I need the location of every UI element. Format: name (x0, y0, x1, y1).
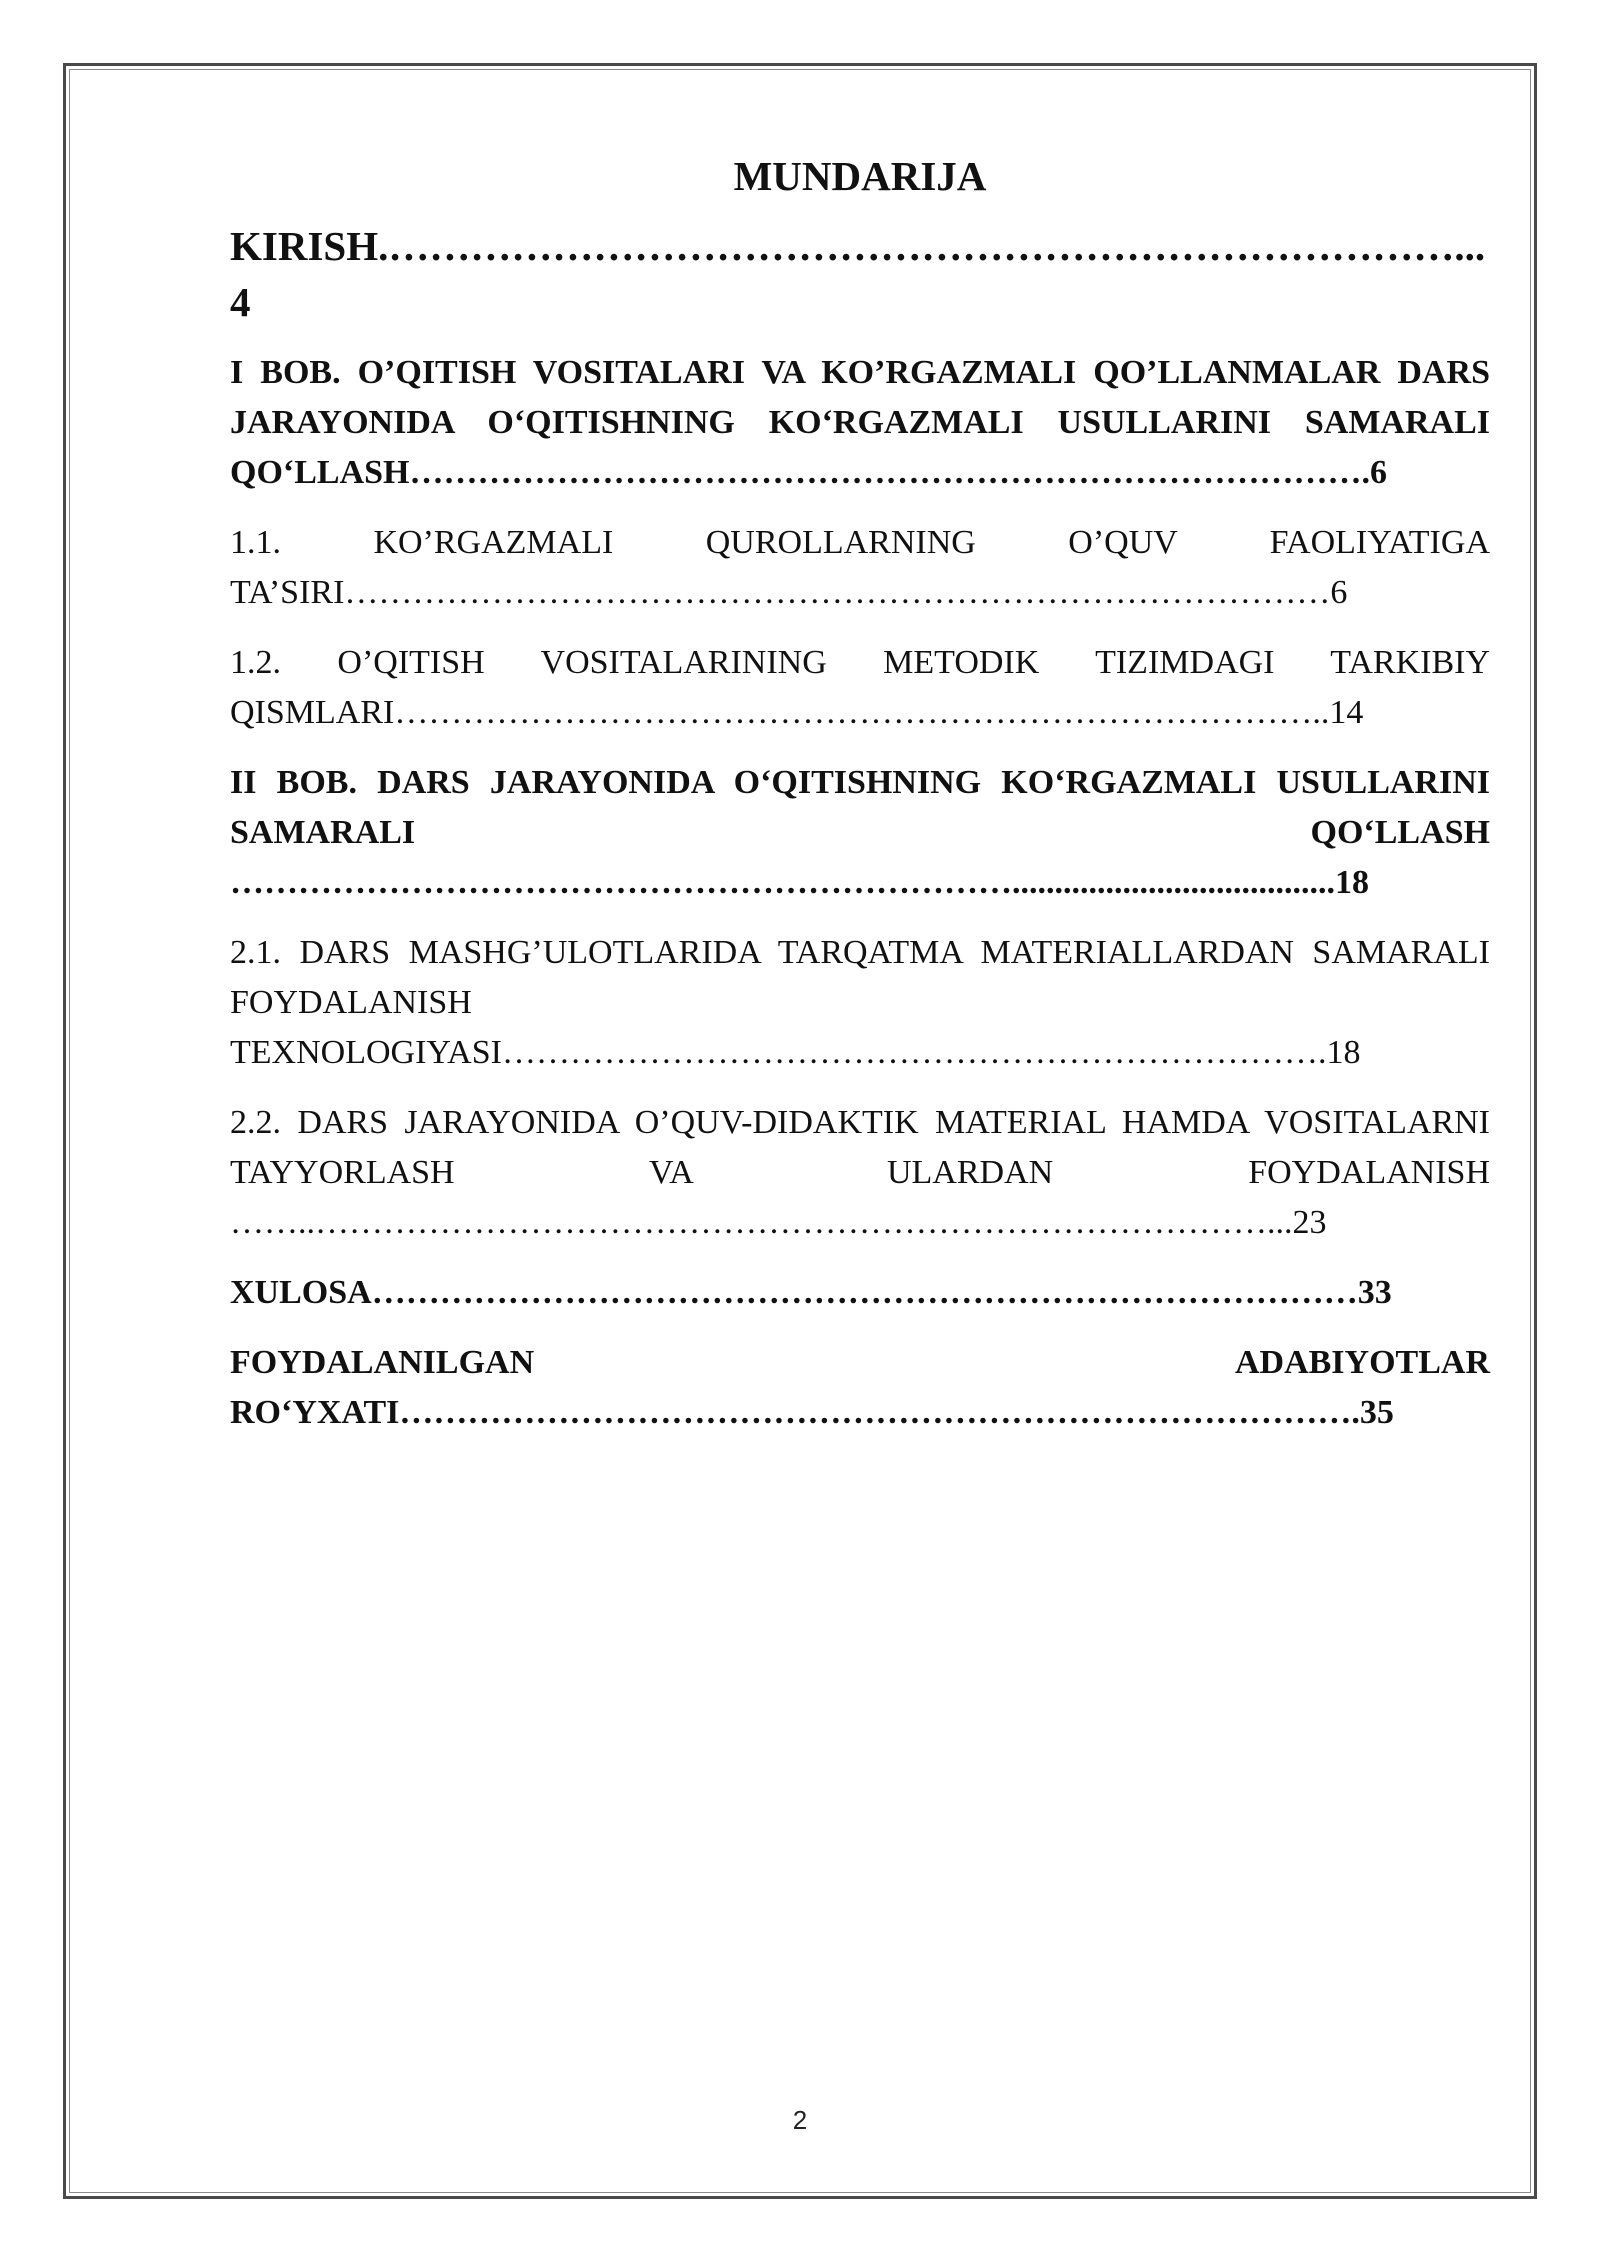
toc-entry-conclusion: XULOSA……………………………………………………………………………33 (230, 1274, 1392, 1311)
toc-entry-section-2-2: 2.2. DARS JARAYONIDA O’QUV-DIDAKTIK MATERIAL HAMDA VOSITALARNI TAYYORLASH VA ULARDAN FOYDALANISH ……..…………………………………………………………………………...23 (230, 1104, 1490, 1241)
toc-entry-introduction: KIRISH.……………………………………………………………………...4 (230, 223, 1486, 325)
toc-title: MUNDARIJA (733, 153, 987, 199)
page-number: 2 (792, 2105, 808, 2135)
toc-entry-section-1-2: 1.2. O’QITISH VOSITALARINING METODIK TIZIMDAGI TARKIBIY QISMLARI………………………………………………………………………..14 (230, 644, 1490, 731)
toc-entry-chapter-1: I BOB. O’QITISH VOSITALARI VA KO’RGAZMALI QO’LLANMALAR DARS JARAYONIDA O‘QITISHNING KO‘RGAZMALI USULLARINI SAMARALI QO‘LLASH………………………………………………………………………….6 (230, 354, 1490, 491)
table-of-contents (230, 148, 1490, 1458)
toc-entry-section-2-1: 2.1. DARS MASHG’ULOTLARIDA TARQATMA MATERIALLARDAN SAMARALI FOYDALANISH TEXNOLOGIYASI……………………………………………………………….18 (230, 934, 1490, 1071)
toc-entry-section-1-1: 1.1. KO’RGAZMALI QUROLLARNING O’QUV FAOLIYATIGA TA’SIRI……………………………………………………………………………6 (230, 524, 1490, 611)
toc-entry-references: FOYDALANILGAN ADABIYOTLAR RO‘YXATI………………………………………………………………………….35 (230, 1344, 1490, 1431)
toc-entry-chapter-2: II BOB. DARS JARAYONIDA O‘QITISHNING KO‘RGAZMALI USULLARINI SAMARALI QO‘LLASH ……………………………………………………………......................................18 (230, 764, 1490, 901)
